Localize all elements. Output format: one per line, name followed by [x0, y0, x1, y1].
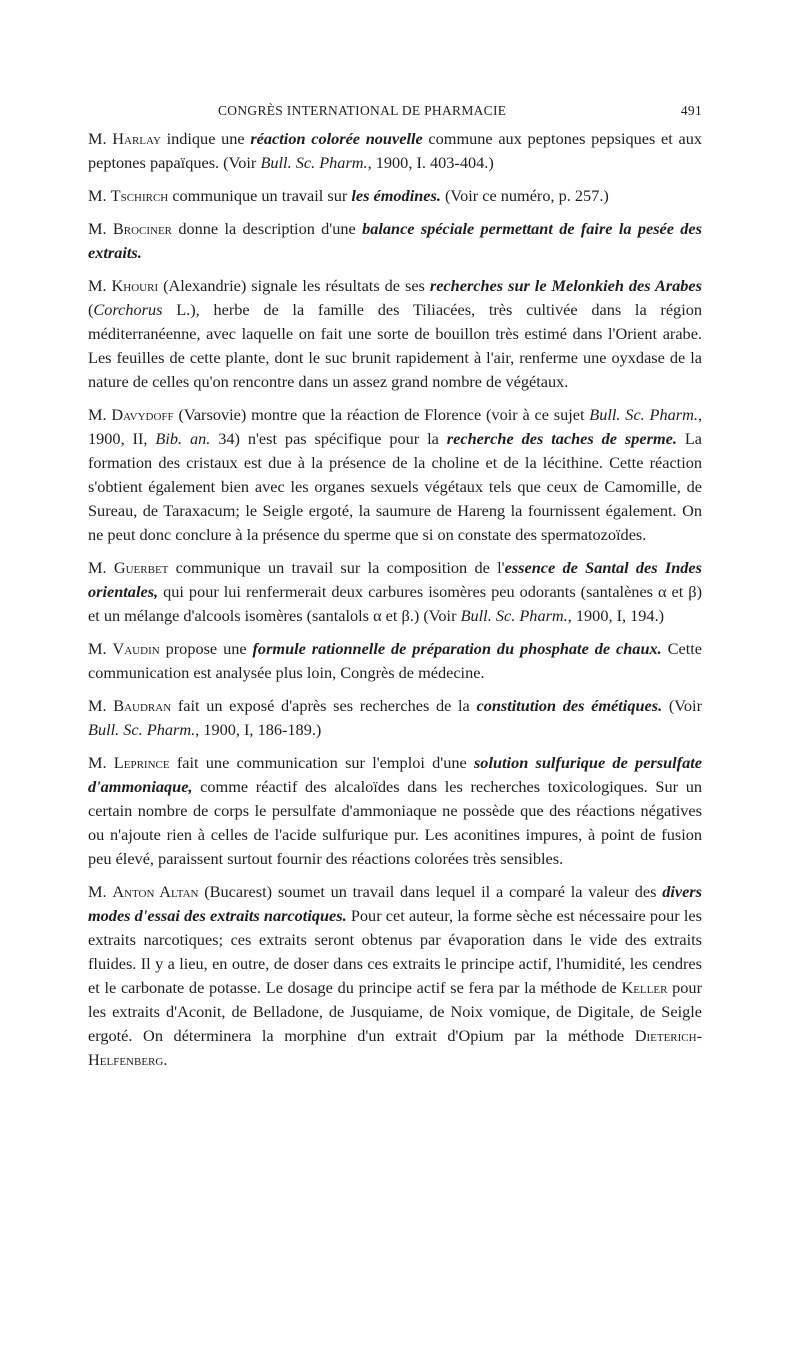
text-run: La formation des cristaux est due à la présence de la choline et de la lécithine. Cette réaction s'obtient également bien avec les organes sexuels végétaux tels que ceux de Camomille, de Sureau, de Taraxacum; le Seigle ergoté, la saumure de Hareng la fournissent également. On ne peut donc conclure à la présence du sperme que si on constate des spermatozoïdes. [88, 429, 703, 544]
text-run: Pour cet auteur, la forme sèche est nécessaire pour les extraits narcotiques; ces extraits seront obtenus par évaporation dans le vide des extraits fluides. Il y a lieu, en outre, de doser dans ces extraits le principe actif, l'humidité, les cendres et le carbonate de potasse. Le dosage du principe actif se fera par la méthode de [88, 906, 702, 997]
text-run: , 1900, I, 186-189.) [195, 720, 322, 739]
text-run: M. [88, 696, 114, 715]
text-run: donne la description d'une [172, 219, 363, 238]
topic-emphasis: recherche des taches de sperme. [446, 429, 677, 448]
text-run: , 1900, I. 403-404.) [367, 153, 494, 172]
author-name: Anton Altan [112, 882, 199, 901]
text-run: comme réactif des alcaloïdes dans les recherches toxicologiques. Sur un certain nombre de corps le persulfate d'ammoniaque ne possède que des réactions négatives ou n'ajoute rien à celles de l'acide sulfurique pur. Les aconitines impures, à point de fusion peu élevé, paraissent surtout fournir des réactions colorées très sensibles. [88, 777, 702, 868]
paragraph [88, 217, 702, 265]
paragraph [88, 694, 702, 742]
text-run: M. [88, 882, 113, 901]
text-run: M. [88, 558, 114, 577]
author-name: Vaudin [112, 639, 160, 658]
text-run: M. [88, 276, 112, 295]
citation-italic: Bib. an. [155, 429, 211, 448]
citation-italic: Bull. Sc. Pharm. [260, 153, 368, 172]
paragraph [88, 637, 702, 685]
author-name: Brociner [112, 219, 173, 238]
running-header [88, 103, 702, 127]
text-run: (Alexandrie) signale les résultats de ses [158, 276, 430, 295]
paragraph [88, 274, 702, 394]
text-run: ( [88, 300, 94, 319]
topic-emphasis: formule rationnelle de préparation du phosphate de chaux. [252, 639, 662, 658]
author-name: Guerbet [113, 558, 169, 577]
text-run: (Varsovie) montre que la réaction de Florence (voir à ce sujet [173, 405, 590, 424]
author-name: Leprince [113, 753, 170, 772]
paragraph [88, 403, 702, 547]
text-run: (Bucarest) soumet un travail dans lequel il a comparé la valeur des [198, 882, 663, 901]
text-run: M. [88, 639, 113, 658]
topic-emphasis: les émodines. [351, 186, 441, 205]
text-run: L.), herbe de la famille des Tiliacées, très cultivée dans la région méditerranéenne, avec laquelle on fait une sorte de bouillon très estimé dans l'Orient arabe. Les feuilles de cette plante, dont le suc brunit rapidement à l'air, renferme une oyxdase de la nature de celles qu'on rencontre dans un assez grand nombre de végétaux. [88, 300, 702, 391]
text-run: M. [88, 186, 111, 205]
text-run: qui pour lui renfermerait deux carbures isomères peu odorants (santalènes α et β) et un mélange d'alcools isomères (santalols α et β.) (Voir [88, 582, 702, 625]
text-run: (Voir [662, 696, 702, 715]
text-run: fait un exposé d'après ses recherches de la [171, 696, 477, 715]
text-run: commune aux peptones pepsiques et aux peptones papaïques. (Voir [88, 129, 702, 172]
document-page [88, 0, 702, 1072]
text-run: propose une [159, 639, 253, 658]
text-run: M. [88, 219, 113, 238]
topic-emphasis: réaction colorée nouvelle [250, 129, 423, 148]
body-text [88, 127, 702, 1072]
text-run: M. [88, 753, 114, 772]
topic-emphasis: divers modes d'essai des extraits narcotiques. [88, 882, 702, 925]
paragraph [88, 556, 702, 628]
author-name: Harlay [112, 129, 161, 148]
topic-emphasis: recherches sur le Melonkieh des Arabes [429, 276, 702, 295]
text-run: , 1900, I, 194.) [567, 606, 665, 625]
text-run: M. [88, 405, 112, 424]
text-run: communique un travail sur [168, 186, 352, 205]
text-run: communique un travail sur la composition de l' [168, 558, 505, 577]
citation-italic: Bull. Sc. Pharm. [589, 405, 698, 424]
paragraph [88, 751, 702, 871]
author-name: Baudran [113, 696, 172, 715]
text-run: pour les extraits d'Aconit, de Belladone, de Jusquiame, de Noix vomique, de Digitale, de Seigle ergoté. On déterminera la morphine d'un extrait d'Opium par la méthode [88, 978, 702, 1045]
text-run: indique une [160, 129, 251, 148]
author-name: Davydoff [111, 405, 174, 424]
author-name: Tschirch [110, 186, 169, 205]
text-run: , 1900, II, [88, 405, 703, 448]
page-number: 491 [680, 103, 702, 118]
paragraph [88, 127, 702, 175]
topic-emphasis: constitution des émétiques. [476, 696, 663, 715]
text-run: 34) n'est pas spécifique pour la [210, 429, 447, 448]
text-run: . [163, 1050, 168, 1069]
paragraph [88, 184, 702, 208]
text-run: M. [88, 129, 113, 148]
topic-emphasis: solution sulfurique de persulfate d'ammoniaque, [88, 753, 702, 796]
author-name: Dieterich-Helfenberg [88, 1026, 702, 1069]
topic-emphasis: essence de Santal des Indes orientales, [88, 558, 702, 601]
text-run: Cette communication est analysée plus loin, Congrès de médecine. [88, 639, 703, 682]
running-title: CONGRÈS INTERNATIONAL DE PHARMACIE [218, 103, 507, 118]
paragraph [88, 880, 702, 1072]
text-run: (Voir ce numéro, p. 257.) [440, 186, 609, 205]
citation-italic: Bull. Sc. Pharm. [460, 606, 568, 625]
topic-emphasis: balance spéciale permettant de faire la pesée des extraits. [88, 219, 702, 262]
text-run: fait une communication sur l'emploi d'une [169, 753, 474, 772]
author-name: Keller [621, 978, 668, 997]
citation-italic: Corchorus [93, 300, 163, 319]
author-name: Khouri [111, 276, 159, 295]
citation-italic: Bull. Sc. Pharm. [88, 720, 196, 739]
